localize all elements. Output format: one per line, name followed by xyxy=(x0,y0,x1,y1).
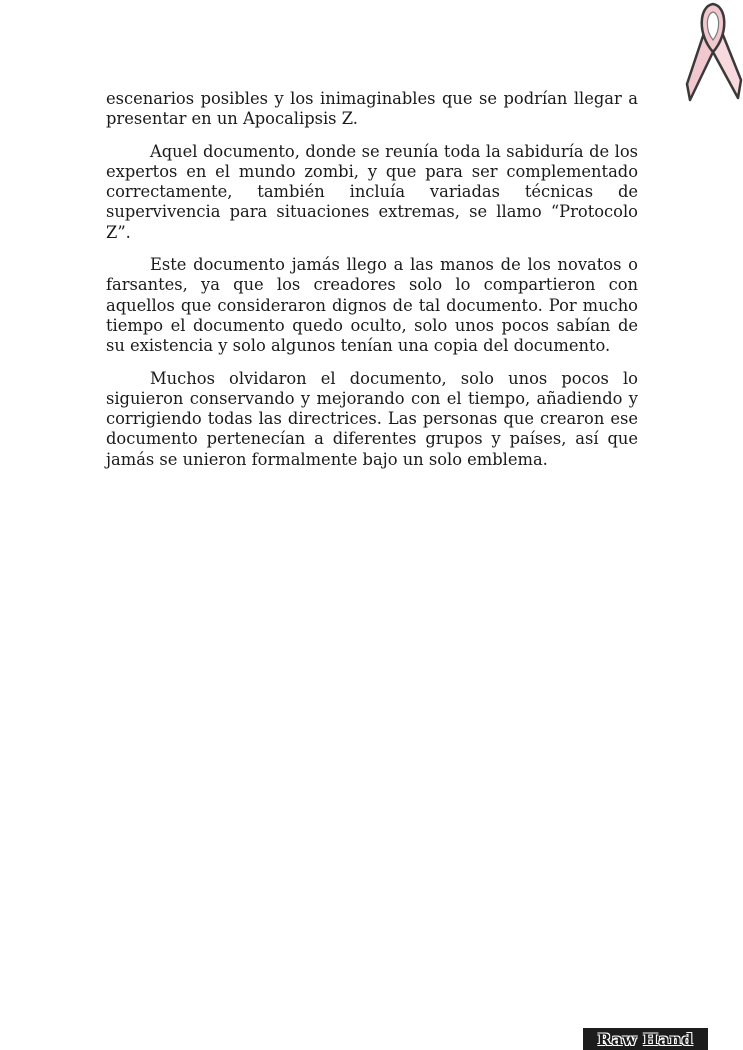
paragraph: Muchos olvidaron el documento, solo unos pocos lo siguieron conservando y mejorando con el tiempo, añadiendo y corrigiendo todas las directrices. Las personas que crearon ese documento pertenecían a diferentes grupos y países, así que jamás se unieron formalmente bajo un solo emblema. xyxy=(106,368,638,469)
paragraph: Aquel documento, donde se reunía toda la sabiduría de los expertos en el mundo zombi, y que para ser complementado correctamente, también incluía variadas técnicas de supervivencia para situaciones extremas, se llamo “Protocolo Z”. xyxy=(106,141,638,242)
raw-hand-logo xyxy=(583,1028,708,1050)
logo-text: Raw Hand xyxy=(597,1029,694,1049)
awareness-ribbon-icon xyxy=(683,0,743,104)
body-text xyxy=(106,89,638,482)
paragraph: Este documento jamás llego a las manos de los novatos o farsantes, ya que los creadores solo lo compartieron con aquellos que consideraron dignos de tal documento. Por mucho tiempo el documento quedo oculto, solo unos pocos sabían de su existencia y solo algunos tenían una copia del documento. xyxy=(106,255,638,356)
paragraph: escenarios posibles y los inimaginables que se podrían llegar a presentar en un Apocalipsis Z. xyxy=(106,89,638,129)
